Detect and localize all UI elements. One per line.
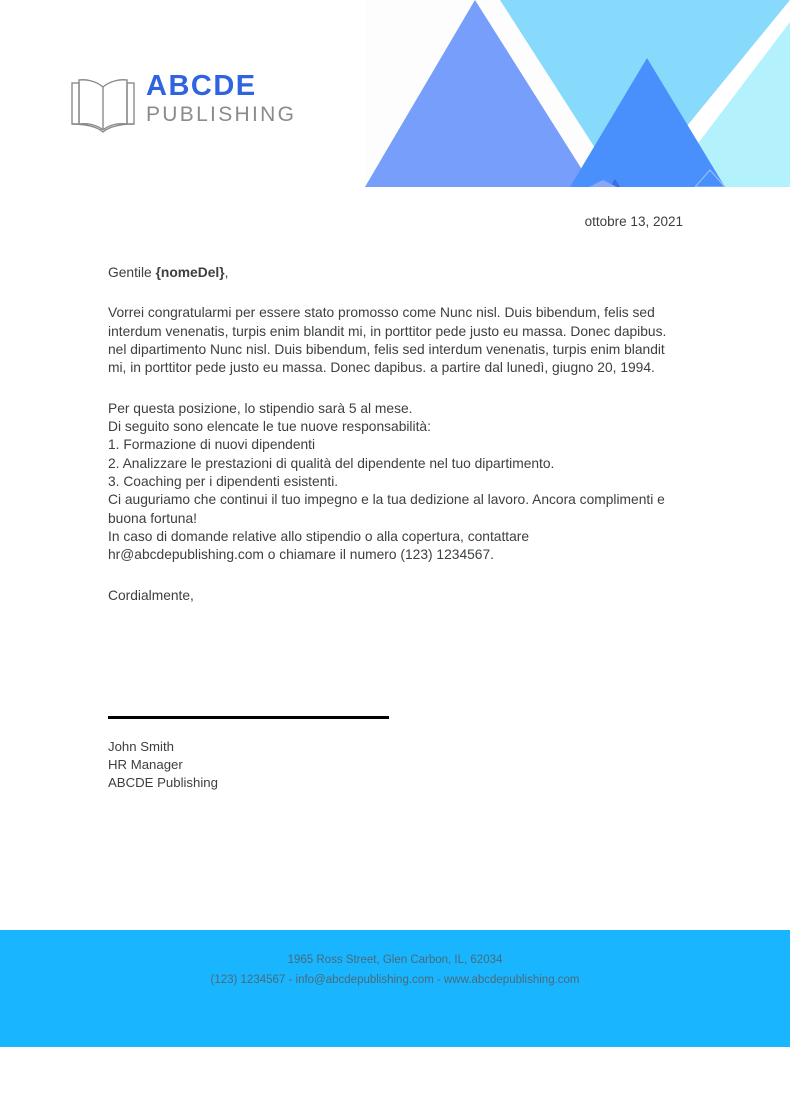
letter-greeting — [108, 264, 686, 282]
greeting-placeholder: {nomeDel} — [155, 265, 225, 280]
letter-body — [108, 264, 686, 605]
logo-wordmark — [146, 72, 296, 125]
greeting-prefix: Gentile — [108, 265, 156, 280]
signature-line — [108, 716, 389, 719]
letter-paragraph-1: Vorrei congratularmi per essere stato promosso come Nunc nisl. Duis bibendum, felis sed interdum venenatis, turpis enim blandit mi, in porttitor pede justo eu massa. Donec dapibus. nel dipartimento Nunc nisl. Duis bibendum, felis sed interdum venenatis, turpis enim blandit mi, in porttitor pede justo eu massa. Donec dapibus. a partire dal lunedì, giugno 20, 1994. — [108, 305, 667, 376]
letter-line-responsibilities-intro: Di seguito sono elencate le tue nuove responsabilità: — [108, 419, 431, 435]
signature-name: John Smith — [108, 739, 174, 754]
letter-line-wishes: Ci auguriamo che continui il tuo impegno e la tua dedizione al lavoro. Ancora complimenti e buona fortuna! — [108, 492, 665, 526]
letter-line-responsibility-3: 3. Coaching per i dipendenti esistenti. — [108, 474, 339, 490]
footer-bar — [0, 930, 790, 1047]
signature-company: ABCDE Publishing — [108, 774, 218, 790]
open-book-icon — [70, 74, 136, 136]
letter-date: ottobre 13, 2021 — [584, 214, 683, 229]
footer-address: 1965 Ross Street, Glen Carbon, IL, 62034 — [287, 954, 503, 966]
signature-block — [108, 738, 218, 792]
signature-title: HR Manager — [108, 756, 183, 772]
triangles-svg — [365, 0, 790, 187]
letter-line-contact: In caso di domande relative allo stipendio o alla copertura, contattare hr@abcdepublishing.com o chiamare il numero (123) 1234567. — [108, 529, 530, 563]
company-logo — [70, 72, 340, 142]
logo-sub-name: PUBLISHING — [146, 103, 297, 126]
letter-line-responsibility-1: 1. Formazione di nuovi dipendenti — [108, 437, 316, 453]
greeting-suffix: , — [224, 265, 229, 280]
letter-line-responsibility-2: 2. Analizzare le prestazioni di qualità del dipendente nel tuo dipartimento. — [108, 455, 555, 471]
letter-line-salary: Per questa posizione, lo stipendio sarà 5 al mese. — [108, 400, 413, 416]
letter-closing: Cordialmente, — [108, 587, 194, 603]
logo-brand-name: ABCDE — [146, 70, 257, 102]
footer-contact: (123) 1234567 - info@abcdepublishing.com - www.abcdepublishing.com — [210, 974, 580, 987]
footer-content — [0, 950, 790, 990]
letter-details-block — [108, 400, 686, 565]
header-banner-graphic — [365, 0, 790, 187]
